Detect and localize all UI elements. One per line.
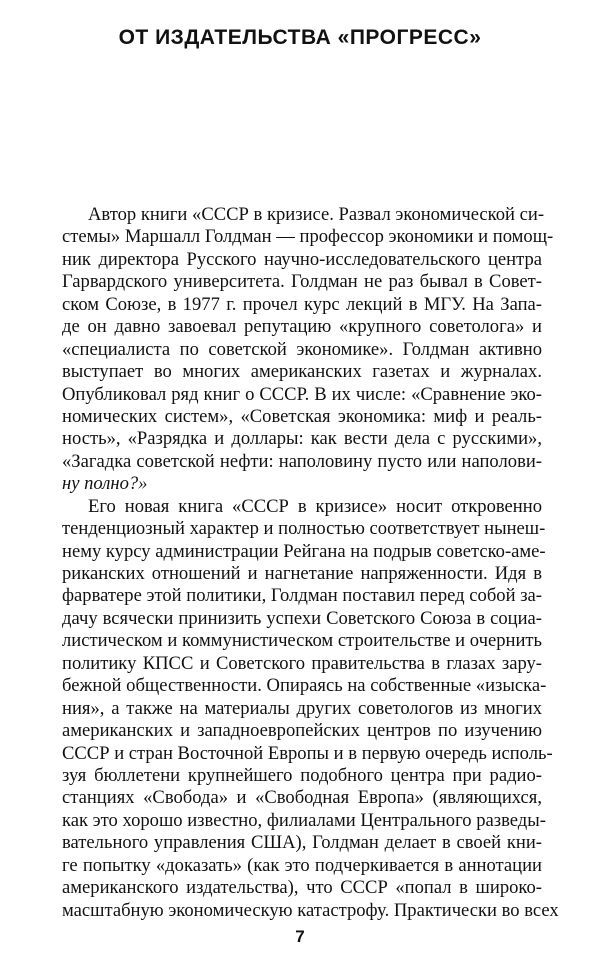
text-line: станциях «Свобода» и «Свободная Европа» (являющихся,: [62, 787, 542, 809]
body-text: [62, 204, 559, 922]
text-line: Опубликовал ряд книг о СССР. В их числе: «Сравнение эко-: [62, 383, 542, 405]
text-line: ну полно?»: [62, 473, 148, 495]
text-line: дачу всячески принизить успехи Советского Союза в социа-: [62, 607, 542, 629]
page-number: 7: [295, 927, 305, 946]
text-line: Его новая книга «СССР в кризисе» носит откровенно: [88, 495, 542, 517]
page-title: ОТ ИЗДАТЕЛЬСТВА «ПРОГРЕСС»: [118, 26, 482, 49]
text-line: бежной общественности. Опираясь на собственные «изыска-: [62, 675, 547, 697]
text-line: Автор книги «СССР в кризисе. Развал экономической си-: [88, 204, 545, 225]
text-line: риканских отношений и нагнетание напряженности. Идя в: [62, 563, 542, 584]
text-line: выступает во многих американских газетах и журналах.: [62, 361, 542, 383]
text-line: СССР и стран Восточной Европы и в первую очередь исполь-: [62, 742, 553, 764]
text-line: ния», а также на материалы других советологов из многих: [62, 697, 542, 719]
text-line: масштабную экономическую катастрофу. Практически во всех: [62, 899, 559, 921]
text-line: как это хорошо известно, филиалами Центрального разведы-: [62, 809, 546, 831]
text-line: номических систем», «Советская экономика: миф и реаль-: [62, 405, 542, 427]
text-line: фарватере этой политики, Голдман поставил перед собой за-: [62, 585, 542, 607]
text-line: американских и западноевропейских центров по изучению: [62, 720, 542, 742]
text-line: де он давно завоевал репутацию «крупного советолога» и: [62, 316, 542, 338]
text-line: листическом и коммунистическом строительстве и очернить: [62, 630, 542, 652]
text-line: ском Союзе, в 1977 г. прочел курс лекций в МГУ. На Запа-: [62, 293, 542, 315]
text-line: «специалиста по советской экономике». Голдман активно: [62, 338, 542, 360]
text-line: тенденциозный характер и полностью соответствует нынеш-: [62, 518, 546, 540]
text-line: американского издательства), что СССР «попал в широко-: [62, 877, 542, 899]
text-line: ник директора Русского научно-исследовательского центра: [62, 248, 542, 270]
paragraph-2: [62, 495, 559, 922]
text-line: стемы» Маршалл Голдман — профессор экономики и помощ-: [62, 226, 554, 248]
text-line: вательного управления США), Голдман делает в своей кни-: [62, 832, 542, 854]
paragraph-1: [62, 204, 554, 496]
text-line: ге попытку «доказать» (как это подчеркивается в аннотации: [62, 854, 542, 876]
text-line: зуя бюллетени крупнейшего подобного центра при радио-: [62, 764, 542, 786]
text-line: политику КПСС и Советского правительства в глазах зару-: [62, 652, 542, 674]
text-line: нему курсу администрации Рейгана на подрыв советско-аме-: [62, 540, 546, 562]
text-line: «Загадка советской нефти: наполовину пусто или наполови-: [62, 450, 542, 472]
text-line: Гарвардского университета. Голдман не раз бывал в Совет-: [62, 271, 542, 293]
text-line: ность», «Разрядка и доллары: как вести дела с русскими»,: [62, 428, 542, 450]
